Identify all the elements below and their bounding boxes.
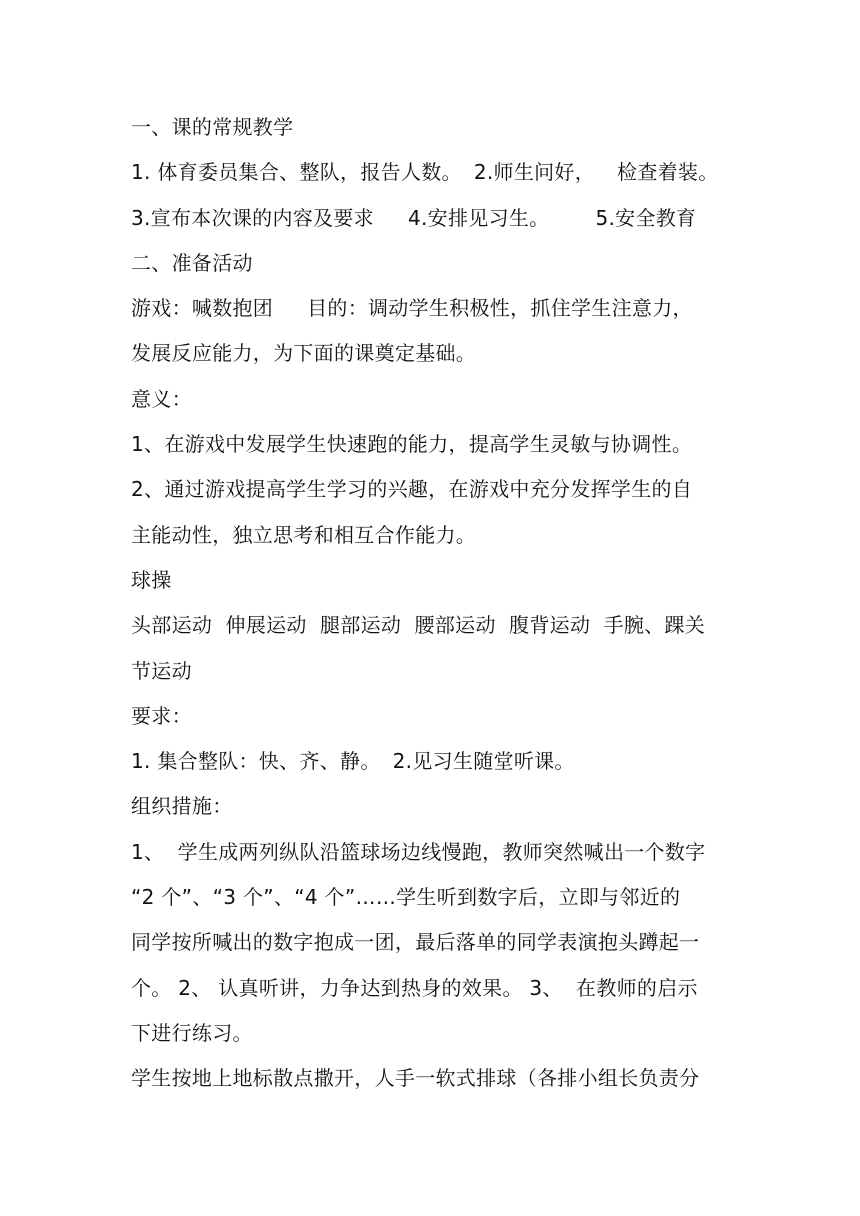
exercise-list: 头部运动 伸展运动 腿部运动 腰部运动 腹背运动 手腕、踝关 <box>131 613 706 638</box>
organization-line-4: 个。 2、 认真听讲，力争达到热身的效果。 3、 在教师的启示 <box>131 975 698 1000</box>
organization-line-2: “2 个”、“3 个”、“4 个”……学生听到数字后，立即与邻近的 <box>131 885 681 910</box>
routine-item-6: 5.安全教育 <box>595 205 697 230</box>
routine-line-1 <box>131 150 731 195</box>
organization-line-1: 1、 学生成两列纵队沿篮球场边线慢跑，教师突然喊出一个数字 <box>131 839 706 864</box>
game-purpose: 目的：调动学生积极性，抓住学生注意力， <box>307 296 693 321</box>
meaning-label: 意义： <box>131 386 192 411</box>
organization-line-5: 下进行练习。 <box>131 1020 253 1045</box>
routine-item-3: 检查着装。 <box>617 160 719 185</box>
requirements-line <box>131 739 731 784</box>
routine-item-5: 4.安排见习生。 <box>407 205 550 230</box>
game-purpose-continued: 发展反应能力，为下面的课奠定基础。 <box>131 341 477 366</box>
organization-line-3: 同学按所喊出的数字抱成一团，最后落单的同学表演抱头蹲起一 <box>131 930 700 955</box>
requirement-1: 1. 集合整队：快、齐、静。 <box>131 749 381 774</box>
game-line <box>131 286 731 331</box>
meaning-item-2: 2、通过游戏提高学生学习的兴趣，在游戏中充分发挥学生的自 <box>131 477 693 502</box>
routine-item-2: 2.师生问好， <box>473 160 596 185</box>
final-paragraph-line: 学生按地上地标散点撒开，人手一软式排球（各排小组长负责分 <box>131 1066 700 1091</box>
document-body <box>131 105 731 1102</box>
organization-label: 组织措施： <box>131 794 233 819</box>
routine-item-4: 3.宣布本次课的内容及要求 <box>131 205 374 230</box>
exercise-list-continued: 节运动 <box>131 658 192 683</box>
meaning-item-1: 1、在游戏中发展学生快速跑的能力，提高学生灵敏与协调性。 <box>131 432 693 457</box>
ball-exercise-heading: 球操 <box>131 567 172 592</box>
routine-item-1: 1. 体育委员集合、整队，报告人数。 <box>131 160 462 185</box>
section-heading-warmup: 二、准备活动 <box>131 250 253 275</box>
meaning-item-2-continued: 主能动性，独立思考和相互合作能力。 <box>131 522 477 547</box>
routine-line-2 <box>131 196 731 241</box>
game-name: 游戏：喊数抱团 <box>131 296 274 321</box>
section-heading-routine: 一、课的常规教学 <box>131 115 294 139</box>
requirement-2: 2.见习生随堂听课。 <box>392 749 575 774</box>
requirements-label: 要求： <box>131 703 192 728</box>
